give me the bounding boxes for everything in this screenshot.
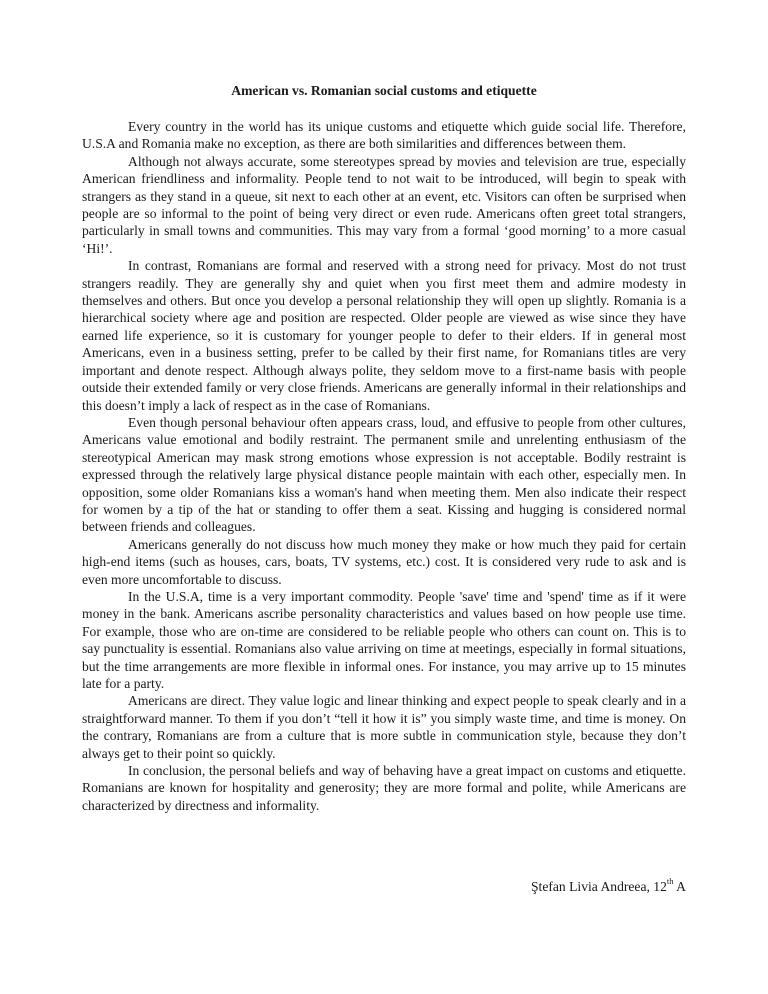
document-body — [82, 118, 686, 814]
paragraph: Americans generally do not discuss how much money they make or how much they paid for certain high-end items (such as houses, cars, boats, TV systems, etc.) cost. It is considered very rude to ask and is even more uncomfortable to discuss. — [82, 536, 686, 587]
document-title: American vs. Romanian social customs and etiquette — [231, 83, 537, 98]
paragraph: Every country in the world has its unique customs and etiquette which guide social life. Therefore, U.S.A and Romania make no exception, as there are both similarities and differences between them. — [82, 119, 686, 152]
paragraph: In contrast, Romanians are formal and reserved with a strong need for privacy. Most do not trust strangers readily. They are generally shy and quiet when you first meet them and admire modesty in themselves and others. But once you develop a personal relationship they will open up slightly. Romania is a hierarchical society where age and position are respected. Older people are viewed as wise since they have earned life experience, so it is customary for younger people to defer to their elders. If in general most Americans, even in a business setting, prefer to be called by their first name, for Romanians titles are very important and denote respect. Although always polite, they seldom move to a first-name basis with people outside their extended family or very close friends. Americans are generally informal in their relationships and this doesn’t imply a lack of respect as in the case of Romanians. — [82, 258, 686, 413]
paragraph: Although not always accurate, some stereotypes spread by movies and television are true, especially American friendliness and informality. People tend to not wait to be introduced, will begin to speak with strangers as they stand in a queue, sit next to each other at an event, etc. Visitors can often be surprised when people are so informal to the point of being very direct or even rude. Americans often greet total strangers, particularly in small towns and communities. This may vary from a formal ‘good morning’ to a more casual ‘Hi!’. — [82, 153, 686, 256]
paragraph: Americans are direct. They value logic and linear thinking and expect people to speak clearly and in a straightforward manner. To them if you don’t “tell it how it is” you simply waste time, and time is money. On the contrary, Romanians are from a culture that is more subtle in communication style, because they don’t always get to their point so quickly. — [82, 693, 686, 761]
paragraph: Even though personal behaviour often appears crass, loud, and effusive to people from other cultures, Americans value emotional and bodily restraint. The permanent smile and unrelenting enthusiasm of the stereotypical American may mask strong emotions whose expression is not acceptable. Bodily restraint is expressed through the relatively large physical distance people maintain with each other, especially men. In opposition, some older Romanians kiss a woman's hand when meeting them. Men also indicate their respect for women by a tip of the hat or standing to offer them a seat. Kissing and hugging is considered normal between friends and colleagues. — [82, 414, 686, 535]
author-name: Ştefan Livia Andreea, 12 — [531, 879, 667, 894]
ordinal-superscript: th — [666, 876, 674, 887]
class-suffix: A — [673, 879, 686, 894]
paragraph: In the U.S.A, time is a very important commodity. People 'save' time and 'spend' time as if it were money in the bank. Americans ascribe personality characteristics and values based on how people use time. For example, those who are on-time are considered to be reliable people who others can count on. This is to say punctuality is essential. Romanians also value arriving on time at meetings, especially in formal situations, but the time arrangements are more flexible in informal ones. For instance, you may arrive up to 15 minutes late for a party. — [82, 588, 686, 691]
author-signature — [531, 878, 686, 895]
paragraph: In conclusion, the personal beliefs and way of behaving have a great impact on customs and etiquette. Romanians are known for hospitality and generosity; they are more formal and polite, while Americans are characterized by directness and informality. — [82, 763, 686, 813]
